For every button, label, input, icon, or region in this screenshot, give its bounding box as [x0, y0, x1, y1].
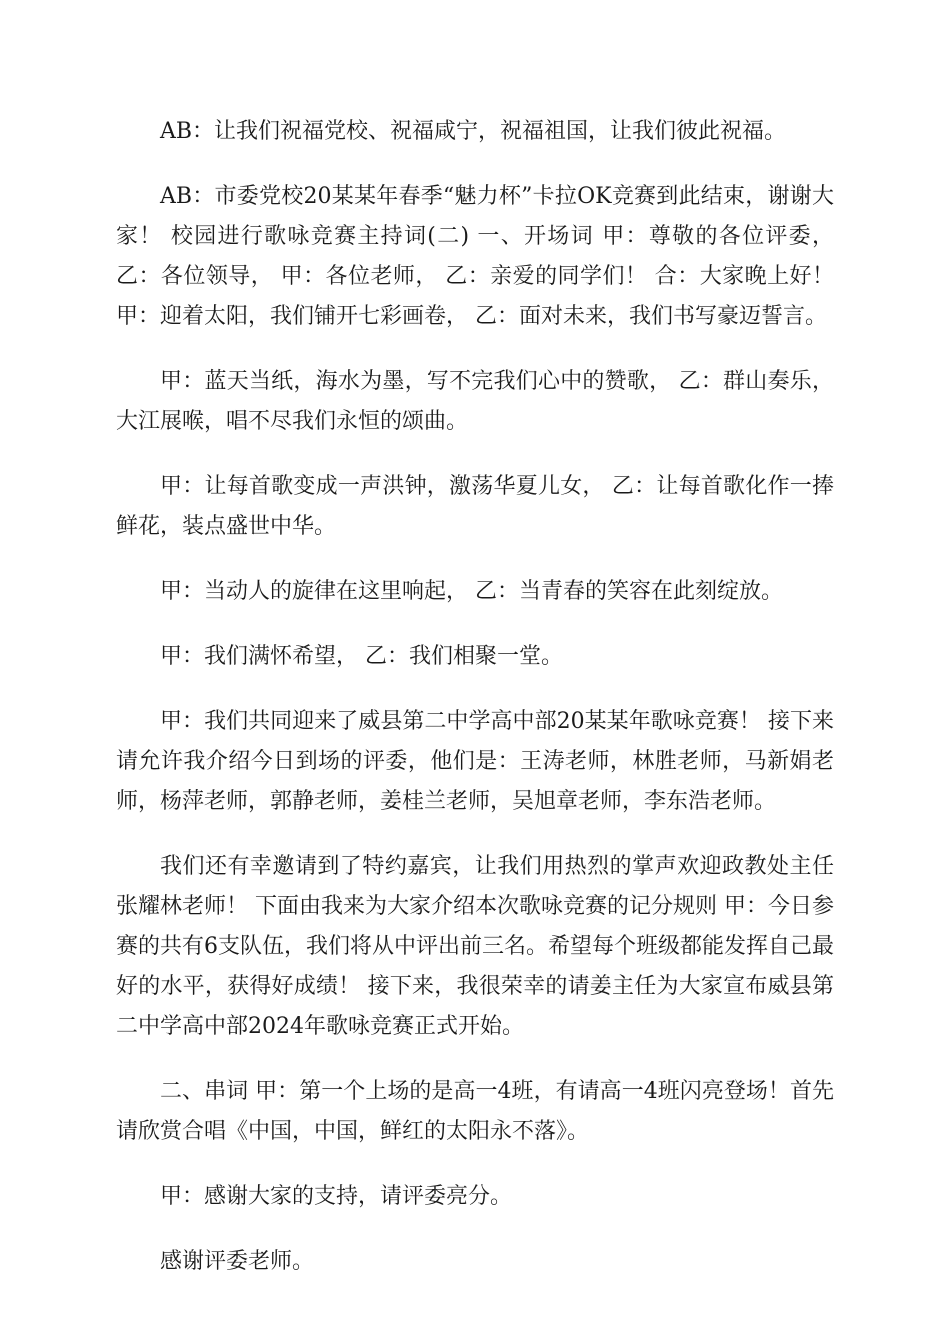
- document-page: [116, 112, 834, 1307]
- paragraph: 甲：让每首歌变成一声洪钟，激荡华夏儿女， 乙：让每首歌化作一捧鲜花，装点盛世中华。: [116, 474, 834, 539]
- paragraph: AB：市委党校20某某年春季“魅力杯”卡拉OK竞赛到此结束，谢谢大家！ 校园进行歌咏竞赛主持词(二) 一、开场词 甲：尊敬的各位评委， 乙：各位领导， 甲：各位老师， 乙：亲爱的同学们！ 合：大家晚上好！ 甲：迎着太阳，我们铺开七彩画卷， 乙：面对未来，我们书写豪迈誓言。: [116, 184, 834, 329]
- paragraph: 甲：我们满怀希望， 乙：我们相聚一堂。: [160, 644, 563, 669]
- paragraph: 二、串词 甲：第一个上场的是高一4班，有请高一4班闪亮登场！首先请欣赏合唱《中国，中国，鲜红的太阳永不落》。: [116, 1079, 834, 1144]
- paragraph: 甲：我们共同迎来了威县第二中学高中部20某某年歌咏竞赛！ 接下来请允许我介绍今日到场的评委，他们是：王涛老师，林胜老师，马新娟老师，杨萍老师，郭静老师，姜桂兰老师，吴旭章老师，李东浩老师。: [116, 709, 834, 814]
- paragraph: 甲：感谢大家的支持，请评委亮分。: [160, 1184, 513, 1209]
- paragraph: 我们还有幸邀请到了特约嘉宾，让我们用热烈的掌声欢迎政教处主任张耀林老师！ 下面由我来为大家介绍本次歌咏竞赛的记分规则 甲：今日参赛的共有6支队伍，我们将从中评出前三名。希望每个班级都能发挥自己最好的水平，获得好成绩！ 接下来，我很荣幸的请姜主任为大家宣布威县第二中学高中部2024年歌咏竞赛正式开始。: [116, 854, 834, 1039]
- paragraph: 甲：蓝天当纸，海水为墨，写不完我们心中的赞歌， 乙：群山奏乐，大江展喉，唱不尽我们永恒的颂曲。: [116, 369, 834, 434]
- paragraph: AB：让我们祝福党校、祝福咸宁，祝福祖国，让我们彼此祝福。: [160, 119, 787, 144]
- paragraph: 甲：当动人的旋律在这里响起， 乙：当青春的笑容在此刻绽放。: [160, 579, 783, 604]
- paragraph: 感谢评委老师。: [160, 1249, 315, 1274]
